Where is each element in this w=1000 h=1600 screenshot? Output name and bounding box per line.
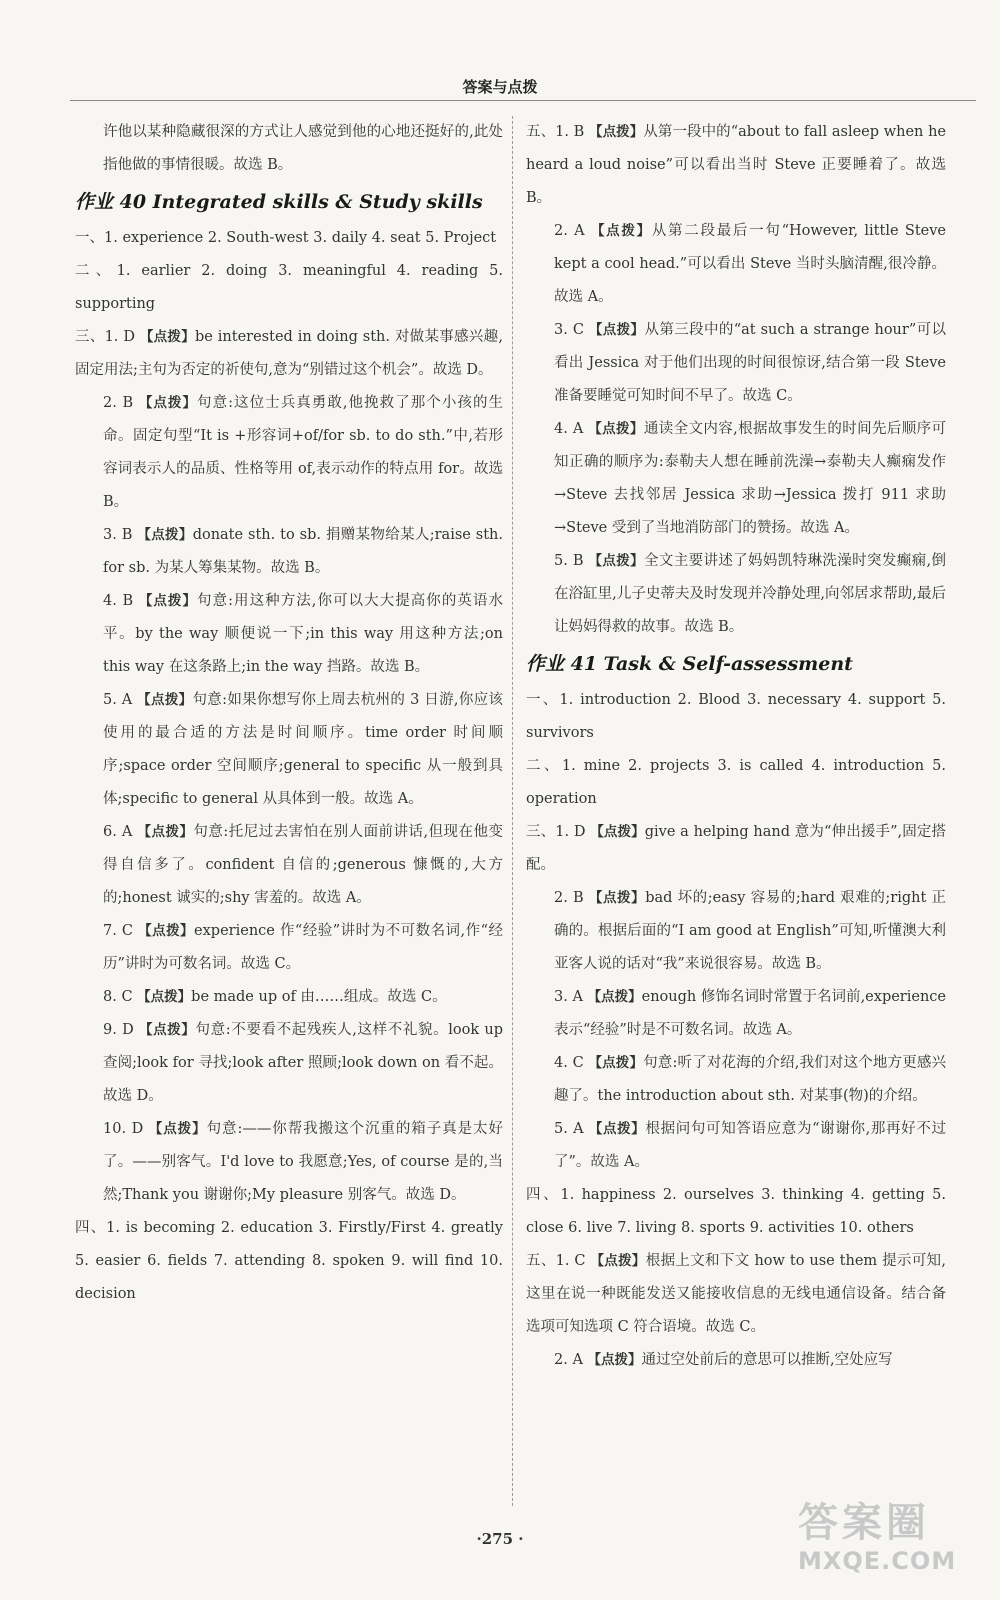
hint-label: 【点拨】 [588,1121,646,1137]
item-number: 4. B [103,593,139,609]
item-number: 5. A [103,692,138,708]
hint-label: 【点拨】 [138,593,198,609]
hint-label: 【点拨】 [137,824,194,840]
item-number: 8. C [103,989,138,1005]
hint-label: 【点拨】 [137,989,192,1005]
answer-part-1: 一、1. introduction 2. Blood 3. necessary 4. support 5. survivors [526,692,946,741]
hint-label: 【点拨】 [587,989,642,1005]
answer-item [75,585,503,684]
hint-label: 【点拨】 [138,923,195,939]
hint-label: 【点拨】 [138,1022,196,1038]
item-explanation: 全文主要讲述了妈妈凯特琳洗澡时突发癫痫,倒在浴缸里,儿子史蒂夫及时发现并冷静处理,向邻居求帮助,最后让妈妈得救的故事。故选 B。 [554,553,947,635]
answer-item [75,321,503,387]
answer-item [526,116,946,215]
item-explanation: 句意:听了对花海的介绍,我们对这个地方更感兴趣了。the introduction about sth. 对某事(物)的介绍。 [554,1055,947,1104]
item-explanation: 从第二段最后一句“However, little Steve kept a cool head.”可以看出 Steve 当时头脑清醒,很冷静。故选 A。 [554,223,947,305]
item-explanation: be interested in doing sth. 对做某事感兴趣,固定用法;主句为否定的祈使句,意为“别错过这个机会”。故选 D。 [75,329,504,378]
hint-label: 【点拨】 [137,527,193,543]
answer-items [526,816,946,1179]
item-number: 五、1. B [526,124,590,140]
answer-item [75,1014,503,1113]
hint-label: 【点拨】 [588,553,644,569]
answer-part-4: 四、1. is becoming 2. education 3. Firstly/First 4. greatly 5. easier 6. fields 7. attending 8. spoken 9. will find 10. decision [75,1220,503,1302]
item-number: 3. B [103,527,138,543]
item-number: 三、1. D [526,824,591,840]
item-number: 三、1. D [75,329,140,345]
item-explanation: 根据上文和下文 how to use them 提示可知,这里在说一种既能发送又能接收信息的无线电通信设备。结合备选项可知选项 C 符合语境。故选 C。 [526,1253,946,1335]
answer-part-1: 一、1. experience 2. South-west 3. daily 4. seat 5. Project [75,230,497,246]
item-number: 6. A [103,824,138,840]
hint-label: 【点拨】 [590,223,652,239]
item-number: 2. B [103,395,139,411]
item-explanation: 从第一段中的“about to fall asleep when he heard a loud noise”可以看出当时 Steve 正要睡着了。故选 B。 [526,124,946,206]
answer-item [75,816,503,915]
item-explanation: enough 修饰名词时常置于名词前,experience 表示“经验”时是不可数名词。故选 A。 [554,989,946,1038]
watermark-url: MXQE.COM [798,1547,957,1575]
hint-label: 【点拨】 [590,824,645,840]
item-number: 4. A [554,421,589,437]
hint-label: 【点拨】 [589,124,644,140]
hint-label: 【点拨】 [588,421,644,437]
answer-item [526,413,946,545]
answer-item [75,684,503,816]
watermark-cn: 答案圈 [798,1500,930,1546]
answer-item [75,1113,503,1212]
answer-item [75,519,503,585]
section-heading-41: 作业 41 Task & Self-assessment [526,653,853,675]
item-number: 2. B [554,890,589,906]
item-explanation: donate sth. to sb. 捐赠某物给某人;raise sth. for sb. 为某人筹集某物。故选 B。 [103,527,504,576]
item-number: 10. D [103,1121,149,1137]
hint-label: 【点拨】 [137,692,193,708]
item-number: 3. A [554,989,588,1005]
item-number: 7. C [103,923,139,939]
hint-label: 【点拨】 [587,1352,642,1368]
item-explanation: bad 坏的;easy 容易的;hard 艰难的;right 正确的。根据后面的“I am good at English”可知,听懂澳大利亚客人说的话对“我”来说很容易。故选 B。 [554,890,946,972]
hint-label: 【点拨】 [588,890,646,906]
item-explanation: 通读全文内容,根据故事发生的时间先后顺序可知正确的顺序为:泰勒夫人想在睡前洗澡→泰勒夫人癫痫发作→Steve 去找邻居 Jessica 求助→Jessica 拨打 911 求助→Steve 受到了当地消防部门的赞扬。故选 A。 [554,421,947,536]
item-explanation: 通过空处前后的意思可以推断,空处应写 [641,1352,893,1368]
hint-label: 【点拨】 [138,395,198,411]
answer-part-2: 二、1. mine 2. projects 3. is called 4. introduction 5. operation [526,758,946,807]
item-number: 5. B [554,553,589,569]
hint-label: 【点拨】 [588,1055,644,1071]
watermark-logo [798,1500,988,1596]
answer-items [526,1245,946,1377]
answer-item [526,816,946,882]
page-header: 答案与点拨 [462,78,538,96]
answer-item [526,882,946,981]
item-explanation: 句意:托尼过去害怕在别人面前讲话,但现在他变得自信多了。confident 自信的;generous 慷慨的,大方的;honest 诚实的;shy 害羞的。故选 A。 [103,824,504,906]
item-number: 9. D [103,1022,139,1038]
answer-item [75,981,503,1014]
item-explanation: 句意:用这种方法,你可以大大提高你的英语水平。by the way 顺便说一下;in this way 用这种方法;on this way 在这条路上;in the way 挡路。故选 B。 [103,593,503,675]
item-explanation: be made up of 由……组成。故选 C。 [191,989,447,1005]
item-number: 3. C [554,322,589,338]
item-number: 2. A [554,1352,588,1368]
item-explanation: 句意:这位士兵真勇敢,他挽救了那个小孩的生命。固定句型“It is +形容词+of/for sb. to do sth.”中,若形容词表示人的品质、性格等用 of,表示动作的特点用 for。故选 B。 [103,395,503,510]
answer-item [75,387,503,519]
answer-items [75,321,503,1212]
intro-text: 许他以某种隐藏很深的方式让人感觉到他的心地还挺好的,此处指他做的事情很暖。故选 B。 [103,124,503,173]
answer-item [526,545,946,644]
item-explanation: 句意:——你帮我搬这个沉重的箱子真是太好了。——别客气。I'd love to 我愿意;Yes, of course 是的,当然;Thank you 谢谢你;My pleasure 别客气。故选 D。 [103,1121,504,1203]
header-rule [70,100,976,101]
item-number: 五、1. C [526,1253,591,1269]
item-number: 5. A [554,1121,589,1137]
item-explanation: experience 作“经验”讲时为不可数名词,作“经历”讲时为可数名词。故选 C。 [103,923,503,972]
answer-part-4: 四、1. happiness 2. ourselves 3. thinking 4. getting 5. close 6. live 7. living 8. sports 9. activities 10. others [526,1187,946,1236]
item-number: 4. C [554,1055,589,1071]
answer-item [75,915,503,981]
item-explanation: 句意:不要看不起残疾人,这样不礼貌。look up 查阅;look for 寻找;look after 照顾;look down on 看不起。故选 D。 [103,1022,503,1104]
answer-item [526,1113,946,1179]
left-column [75,116,503,1311]
answer-item [526,314,946,413]
item-number: 2. A [554,223,591,239]
answer-item [526,215,946,314]
answer-part-2: 二、1. earlier 2. doing 3. meaningful 4. reading 5. supporting [75,263,503,312]
answer-item [526,981,946,1047]
answer-item [526,1344,946,1377]
section-heading-40: 作业 40 Integrated skills & Study skills [75,191,483,213]
hint-label: 【点拨】 [148,1121,207,1137]
item-explanation: 句意:如果你想写你上周去杭州的 3 日游,你应该使用的最合适的方法是时间顺序。time order 时间顺序;space order 空间顺序;general to specific 从一般到具体;specific to general 从具体到一般。故选 A。 [103,692,504,807]
item-explanation: 从第三段中的“at such a strange hour”可以看出 Jessica 对于他们出现的时间很惊讶,结合第一段 Steve 准备要睡觉可知时间不早了。故选 C。 [554,322,946,404]
hint-label: 【点拨】 [590,1253,646,1269]
hint-label: 【点拨】 [139,329,196,345]
column-divider [512,116,513,1506]
item-explanation: 根据问句可知答语应意为“谢谢你,那再好不过了”。故选 A。 [554,1121,946,1170]
answer-item [526,1245,946,1344]
right-column [526,116,946,1377]
answer-item [526,1047,946,1113]
page-number: ·275 · [476,1530,524,1548]
hint-label: 【点拨】 [588,322,645,338]
answer-items [526,116,946,644]
item-explanation: give a helping hand 意为“伸出援手”,固定搭配。 [526,824,946,873]
